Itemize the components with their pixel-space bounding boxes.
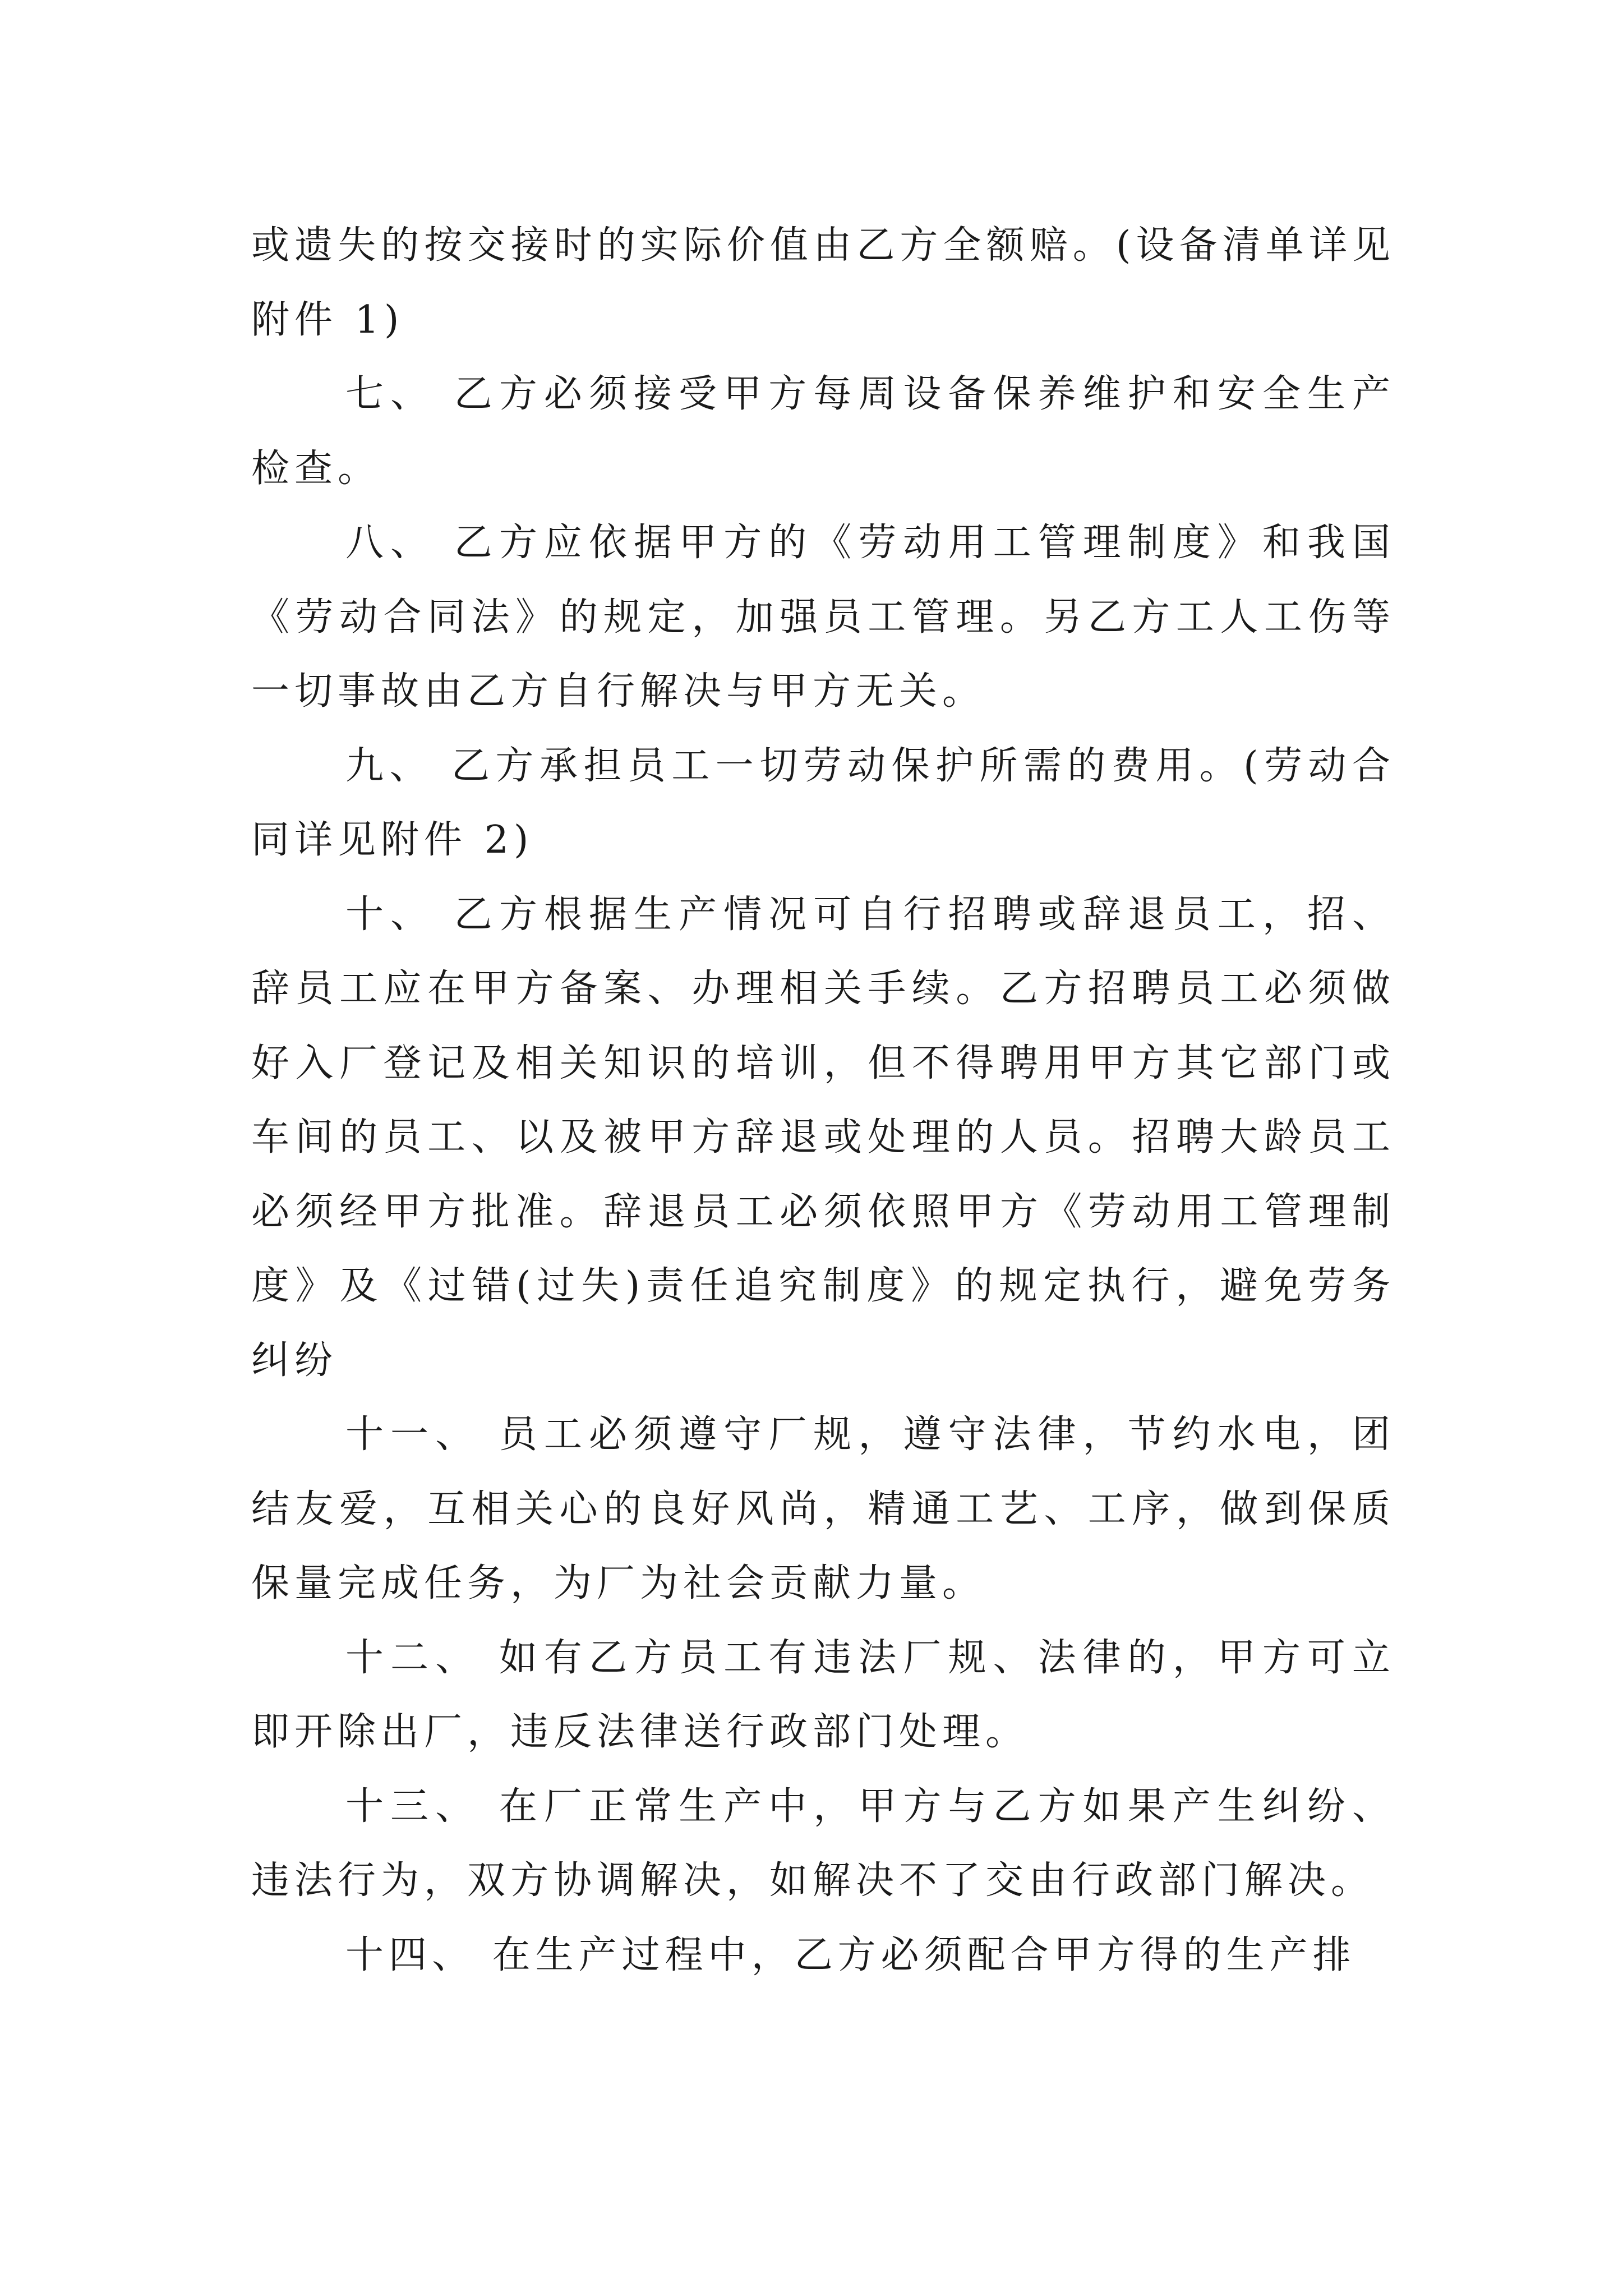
paragraph-continuation: 或遗失的按交接时的实际价值由乙方全额赔。(设备清单详见附件 1) [251,223,1396,342]
paragraph-clause-7: 七、 乙方必须接受甲方每周设备保养维护和安全生产检查。 [251,372,1395,491]
paragraph-clause-14: 十四、 在生产过程中，乙方必须配合甲方得的生产排 [345,1932,1356,1977]
paragraph-clause-9: 九、 乙方承担员工一切劳动保护所需的费用。(劳动合同详见附件 2) [251,743,1395,862]
paragraph-clause-12: 十二、 如有乙方员工有违法厂规、法律的，甲方可立即开除出厂，违反法律送行政部门处理。 [251,1635,1395,1754]
paragraph-clause-11: 十一、 员工必须遵守厂规，遵守法律，节约水电，团结友爱，互相关心的良好风尚，精通工艺、工序，做到保质保量完成任务，为厂为社会贡献力量。 [251,1412,1395,1605]
document-body [251,209,1395,1993]
paragraph-clause-13: 十三、 在厂正常生产中，甲方与乙方如果产生纠纷、违法行为，双方协调解决，如解决不了交由行政部门解决。 [251,1784,1395,1903]
paragraph-clause-8: 八、 乙方应依据甲方的《劳动用工管理制度》和我国《劳动合同法》的规定，加强员工管理。另乙方工人工伤等一切事故由乙方自行解决与甲方无关。 [251,521,1395,714]
paragraph-clause-10: 十、 乙方根据生产情况可自行招聘或辞退员工，招、辞员工应在甲方备案、办理相关手续。乙方招聘员工必须做好入厂登记及相关知识的培训，但不得聘用甲方其它部门或车间的员工、以及被甲方辞退或处理的人员。招聘大龄员工必须经甲方批准。辞退员工必须依照甲方《劳动用工管理制度》及《过错(过失)责任追究制度》的规定执行，避免劳务纠纷 [251,892,1395,1383]
